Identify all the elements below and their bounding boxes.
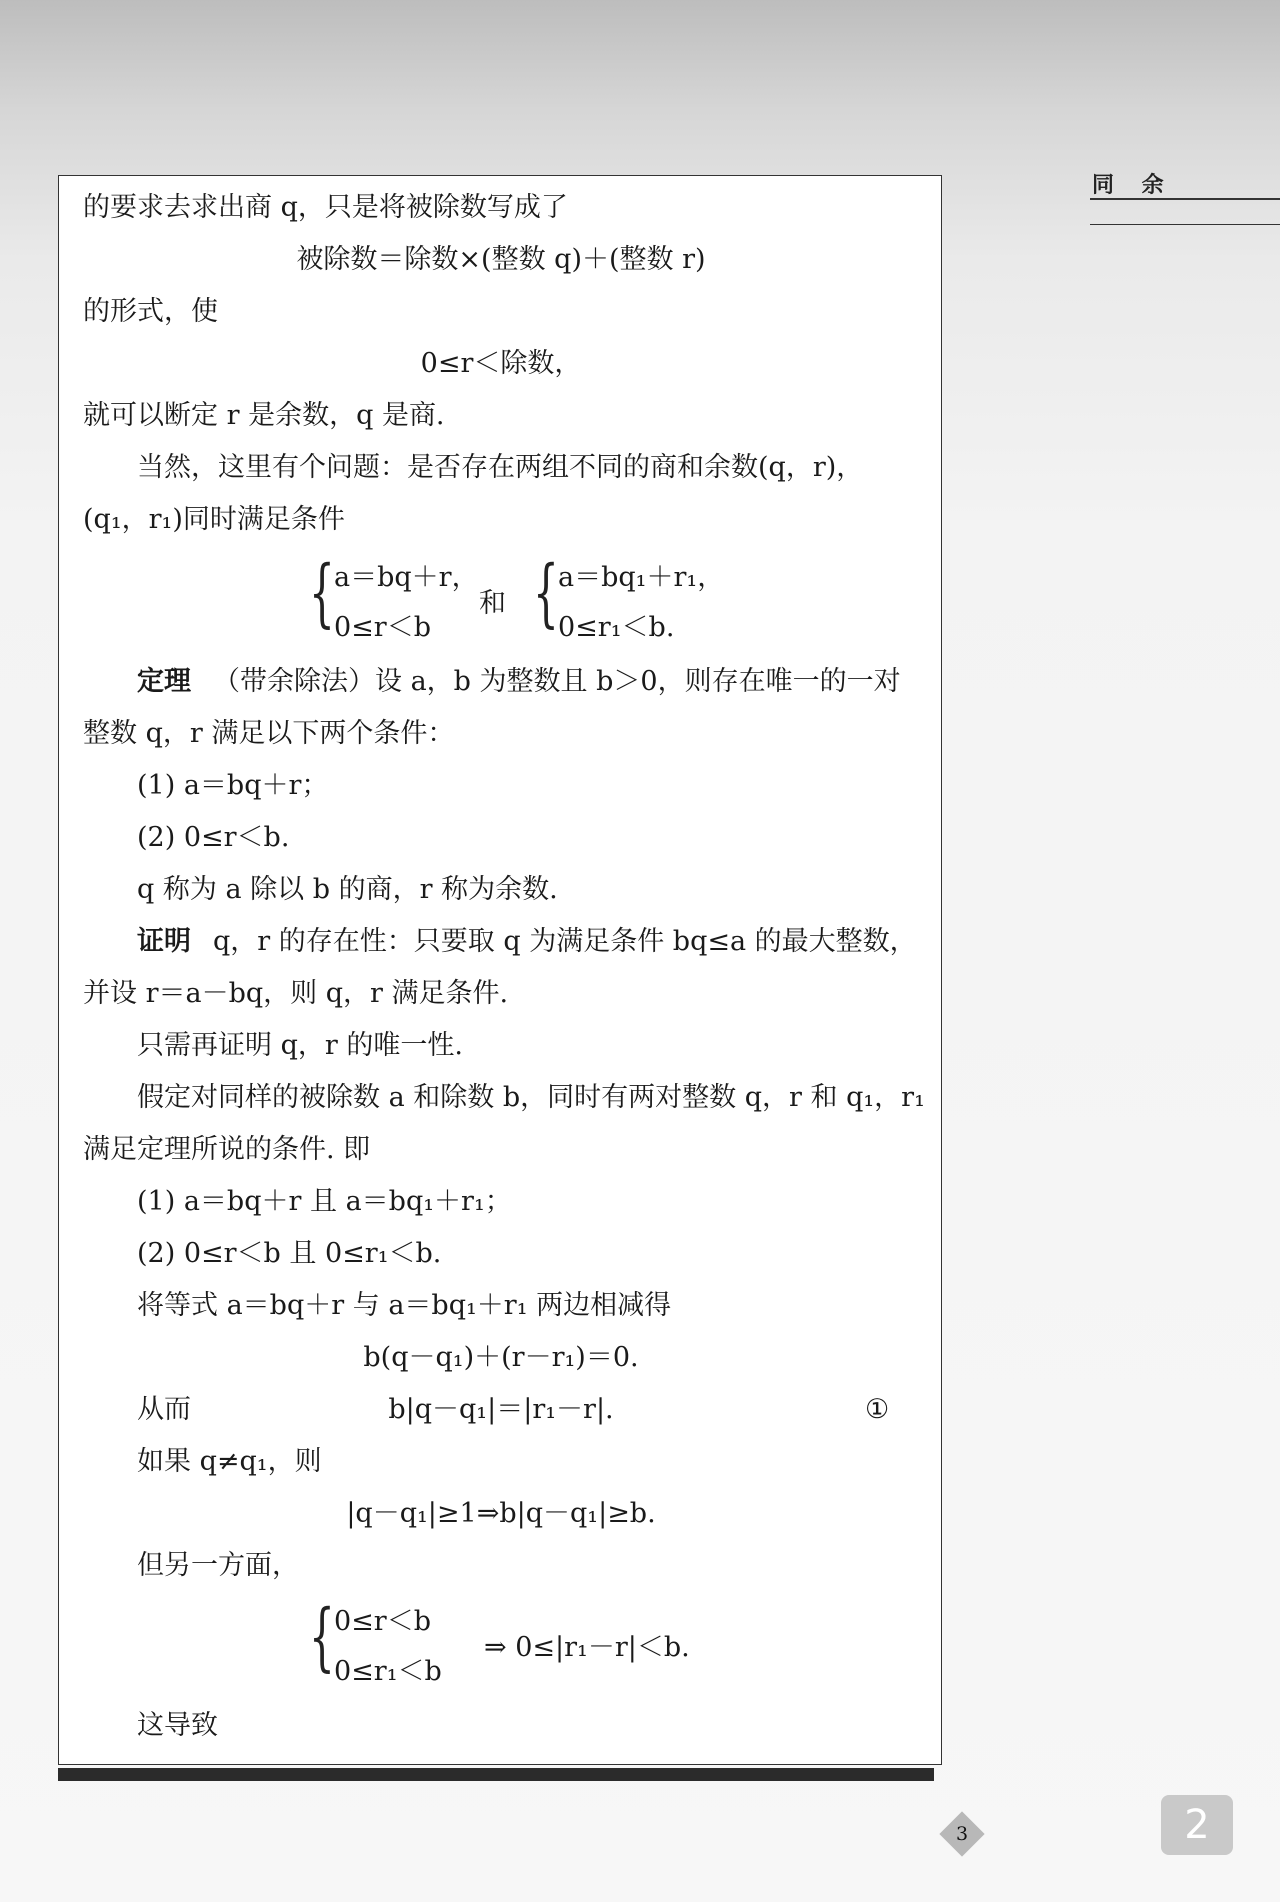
- system-line: 0≤r₁＜b.: [558, 612, 675, 643]
- text-line: 整数 q，r 满足以下两个条件：: [83, 718, 455, 749]
- header-rule-thick: [1090, 198, 1280, 200]
- equation: b(q－q₁)＋(r－r₁)＝0.: [363, 1342, 639, 1373]
- text-line: 从而: [137, 1394, 191, 1425]
- equation: b|q－q₁|＝|r₁－r|.: [388, 1394, 614, 1425]
- theorem-text: （带余除法）设 a，b 为整数且 b＞0，则存在唯一的一对: [213, 666, 901, 697]
- text-line: 但另一方面，: [137, 1550, 299, 1581]
- page-number: 3: [955, 1823, 969, 1845]
- text-line: 当然，这里有个问题：是否存在两组不同的商和余数(q，r)，: [137, 452, 864, 483]
- conjunction-word: 和: [479, 588, 506, 619]
- equation: |q－q₁|≥1⇒b|q－q₁|≥b.: [346, 1498, 656, 1529]
- equation: 被除数＝除数×(整数 q)＋(整数 r): [296, 244, 706, 275]
- text-line: 将等式 a＝bq＋r 与 a＝bq₁＋r₁ 两边相减得: [137, 1290, 672, 1321]
- text-line: 满足定理所说的条件. 即: [83, 1134, 371, 1165]
- text-line: 假定对同样的被除数 a 和除数 b，同时有两对整数 q，r 和 q₁，r₁: [137, 1082, 925, 1113]
- proof-label: 证明: [137, 926, 191, 957]
- screen-page-badge[interactable]: 2: [1161, 1795, 1233, 1855]
- header-rule-thin: [1090, 224, 1280, 225]
- text-line: 的要求去求出商 q，只是将被除数写成了: [83, 192, 568, 223]
- left-brace: {: [309, 550, 335, 636]
- condition-item: (1) a＝bq＋r 且 a＝bq₁＋r₁；: [137, 1186, 512, 1217]
- text-line: q 称为 a 除以 b 的商，r 称为余数.: [137, 874, 558, 905]
- content-box: [58, 175, 942, 1765]
- text-line: 并设 r＝a－bq，则 q，r 满足条件.: [83, 978, 509, 1009]
- bottom-bar: [58, 1768, 934, 1781]
- text-line: 只需再证明 q，r 的唯一性.: [137, 1030, 463, 1061]
- theorem-label: 定理: [137, 666, 191, 697]
- system-line: 0≤r＜b: [334, 1606, 431, 1637]
- text-line: 这导致: [137, 1710, 218, 1741]
- equation: 0≤r＜除数，: [420, 348, 582, 379]
- condition-item: (1) a＝bq＋r；: [137, 770, 329, 801]
- system-line: a＝bq₁＋r₁，: [558, 562, 725, 593]
- implication-result: ⇒ 0≤|r₁－r|＜b.: [484, 1632, 690, 1663]
- condition-item: (2) 0≤r＜b.: [137, 822, 290, 853]
- proof-text: q，r 的存在性：只要取 q 为满足条件 bq≤a 的最大整数，: [213, 926, 917, 957]
- text-line: 如果 q≠q₁，则: [137, 1446, 322, 1477]
- proof-statement: [137, 924, 917, 960]
- text-line: (q₁，r₁)同时满足条件: [83, 504, 345, 535]
- equation-number: ①: [865, 1394, 890, 1425]
- section-header-label: 同 余: [1092, 173, 1174, 198]
- left-brace: {: [309, 1594, 335, 1680]
- text-line: 的形式，使: [83, 296, 218, 327]
- system-line: 0≤r₁＜b: [334, 1656, 442, 1687]
- left-brace: {: [533, 550, 559, 636]
- condition-item: (2) 0≤r＜b 且 0≤r₁＜b.: [137, 1238, 442, 1269]
- text-line: 就可以断定 r 是余数，q 是商.: [83, 400, 445, 431]
- theorem-statement: [137, 664, 901, 700]
- system-line: a＝bq＋r，: [334, 562, 479, 593]
- system-line: 0≤r＜b: [334, 612, 431, 643]
